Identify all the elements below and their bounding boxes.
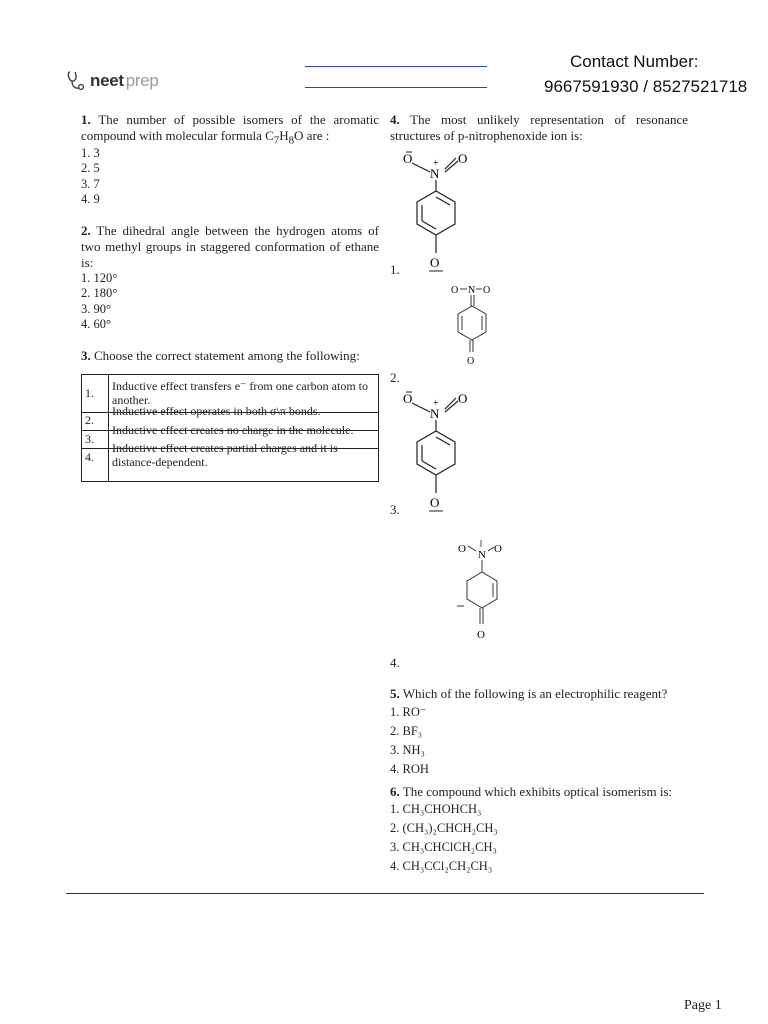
stethoscope-icon	[66, 69, 88, 93]
question-text: H	[279, 128, 289, 144]
question-number: 4.	[390, 112, 400, 127]
option[interactable]: 3. 90°	[81, 301, 111, 316]
table-row-number: 3.	[85, 432, 94, 446]
option[interactable]: 1. CH₃CHOHCH₃	[390, 802, 482, 816]
question-number: 3.	[81, 348, 91, 363]
option-label[interactable]: 1.	[390, 262, 400, 277]
question-text: The most unlikely representation of resonance structures of p-nitrophenoxide ion is:	[390, 112, 688, 144]
option[interactable]: 4. 9	[81, 192, 100, 207]
statement-table	[81, 374, 379, 482]
table-row-number: 4.	[85, 450, 94, 464]
question-text: Which of the following is an electrophilic reagent?	[399, 686, 668, 701]
question-1-options	[81, 146, 100, 208]
question-3	[81, 348, 381, 364]
option[interactable]: 4. CH₃CCl₂CH₂CH₃	[390, 859, 493, 873]
option-label[interactable]: 2.	[390, 370, 400, 385]
option[interactable]: 3. 7	[81, 176, 100, 191]
question-number: 2.	[81, 223, 91, 238]
oxygen-label: O	[403, 151, 413, 166]
logo-prep-text: prep	[125, 71, 159, 90]
subscript: 7	[273, 134, 280, 147]
option[interactable]: 4. 60°	[81, 317, 111, 332]
oxygen-label: O	[458, 543, 466, 555]
nitrogen-label: N	[468, 285, 476, 296]
option[interactable]: 1. 120°	[81, 271, 118, 285]
option[interactable]: 4. ROH	[390, 762, 429, 776]
table-row-number: 1.	[85, 386, 94, 400]
question-5-options	[390, 703, 429, 779]
oxygen-label: O	[403, 391, 413, 406]
option[interactable]: 2. 5	[81, 161, 100, 176]
oxygen-label: O	[458, 391, 468, 406]
oxygen-label: O	[483, 285, 491, 296]
question-text: O are :	[294, 128, 330, 144]
oxygen-label: O	[430, 255, 440, 270]
header-link-underline-2[interactable]	[305, 87, 487, 88]
svg-text:+: +	[433, 398, 439, 409]
table-row-text[interactable]: Inductive effect operates in both σ\π bonds.	[112, 404, 321, 418]
nitrogen-label: N	[478, 549, 486, 561]
subscript: 8	[288, 134, 295, 147]
table-row-text[interactable]: Inductive effect creates no charge in the molecule.	[112, 423, 354, 437]
nitrogen-label: N	[430, 406, 440, 421]
oxygen-label: O	[451, 285, 459, 296]
question-1	[81, 112, 379, 149]
question-6-options	[390, 800, 498, 876]
oxygen-label: O	[458, 151, 468, 166]
oxygen-label: O	[494, 543, 502, 555]
question-text: The compound which exhibits optical isomerism is:	[399, 784, 673, 799]
question-text: Choose the correct statement among the following:	[90, 348, 360, 363]
structure-option-2[interactable]	[448, 280, 498, 370]
table-row-text[interactable]: Inductive effect creates partial charges and it is distance-dependent.	[112, 441, 338, 469]
option[interactable]: 2. BF₃	[390, 724, 423, 738]
header-link-underline-1[interactable]	[305, 66, 487, 67]
question-4	[390, 112, 688, 144]
option-label[interactable]: 4.	[390, 655, 400, 670]
table-column-divider	[108, 375, 109, 481]
structure-option-4[interactable]	[452, 536, 512, 644]
question-number: 6.	[390, 784, 400, 799]
option[interactable]: 1. RO⁻	[390, 705, 427, 719]
footer-divider	[66, 893, 704, 894]
question-number: 1.	[81, 112, 91, 127]
logo-neet-text: neet	[90, 71, 124, 90]
option[interactable]: 1. 3	[81, 146, 100, 160]
option-label[interactable]: 3.	[390, 502, 400, 517]
option[interactable]: 2. 180°	[81, 286, 118, 301]
page-number: Page 1	[684, 998, 722, 1013]
question-5	[390, 686, 700, 702]
svg-text:+: +	[433, 158, 439, 169]
question-text: The dihedral angle between the hydrogen atoms of two methyl groups in staggered conformation of ethane is:	[81, 223, 379, 271]
question-6	[390, 784, 700, 800]
question-number: 5.	[390, 686, 400, 701]
neetprep-logo	[66, 68, 159, 94]
option[interactable]: 2. (CH₃)₂CHCH₂CH₃	[390, 821, 498, 835]
oxygen-label: O	[430, 495, 440, 510]
option[interactable]: 3. CH₃CHClCH₂CH₃	[390, 840, 497, 854]
oxygen-label: O	[467, 356, 475, 367]
question-text: The number of possible isomers of the aromatic compound with molecular formula C	[81, 112, 379, 144]
table-row-text[interactable]: Inductive effect transfers e⁻ from one carbon atom to another.	[112, 379, 369, 407]
structure-option-3[interactable]	[398, 385, 478, 515]
question-2	[81, 223, 379, 272]
option[interactable]: 3. NH₃	[390, 743, 425, 757]
structure-option-1[interactable]	[398, 145, 478, 275]
table-row-number: 2.	[85, 413, 94, 427]
nitrogen-label: N	[430, 166, 440, 181]
question-2-options	[81, 271, 117, 333]
contact-label: Contact Number:	[570, 52, 699, 71]
oxygen-label: O	[477, 629, 485, 641]
contact-number: 9667591930 / 8527521718	[544, 77, 748, 96]
